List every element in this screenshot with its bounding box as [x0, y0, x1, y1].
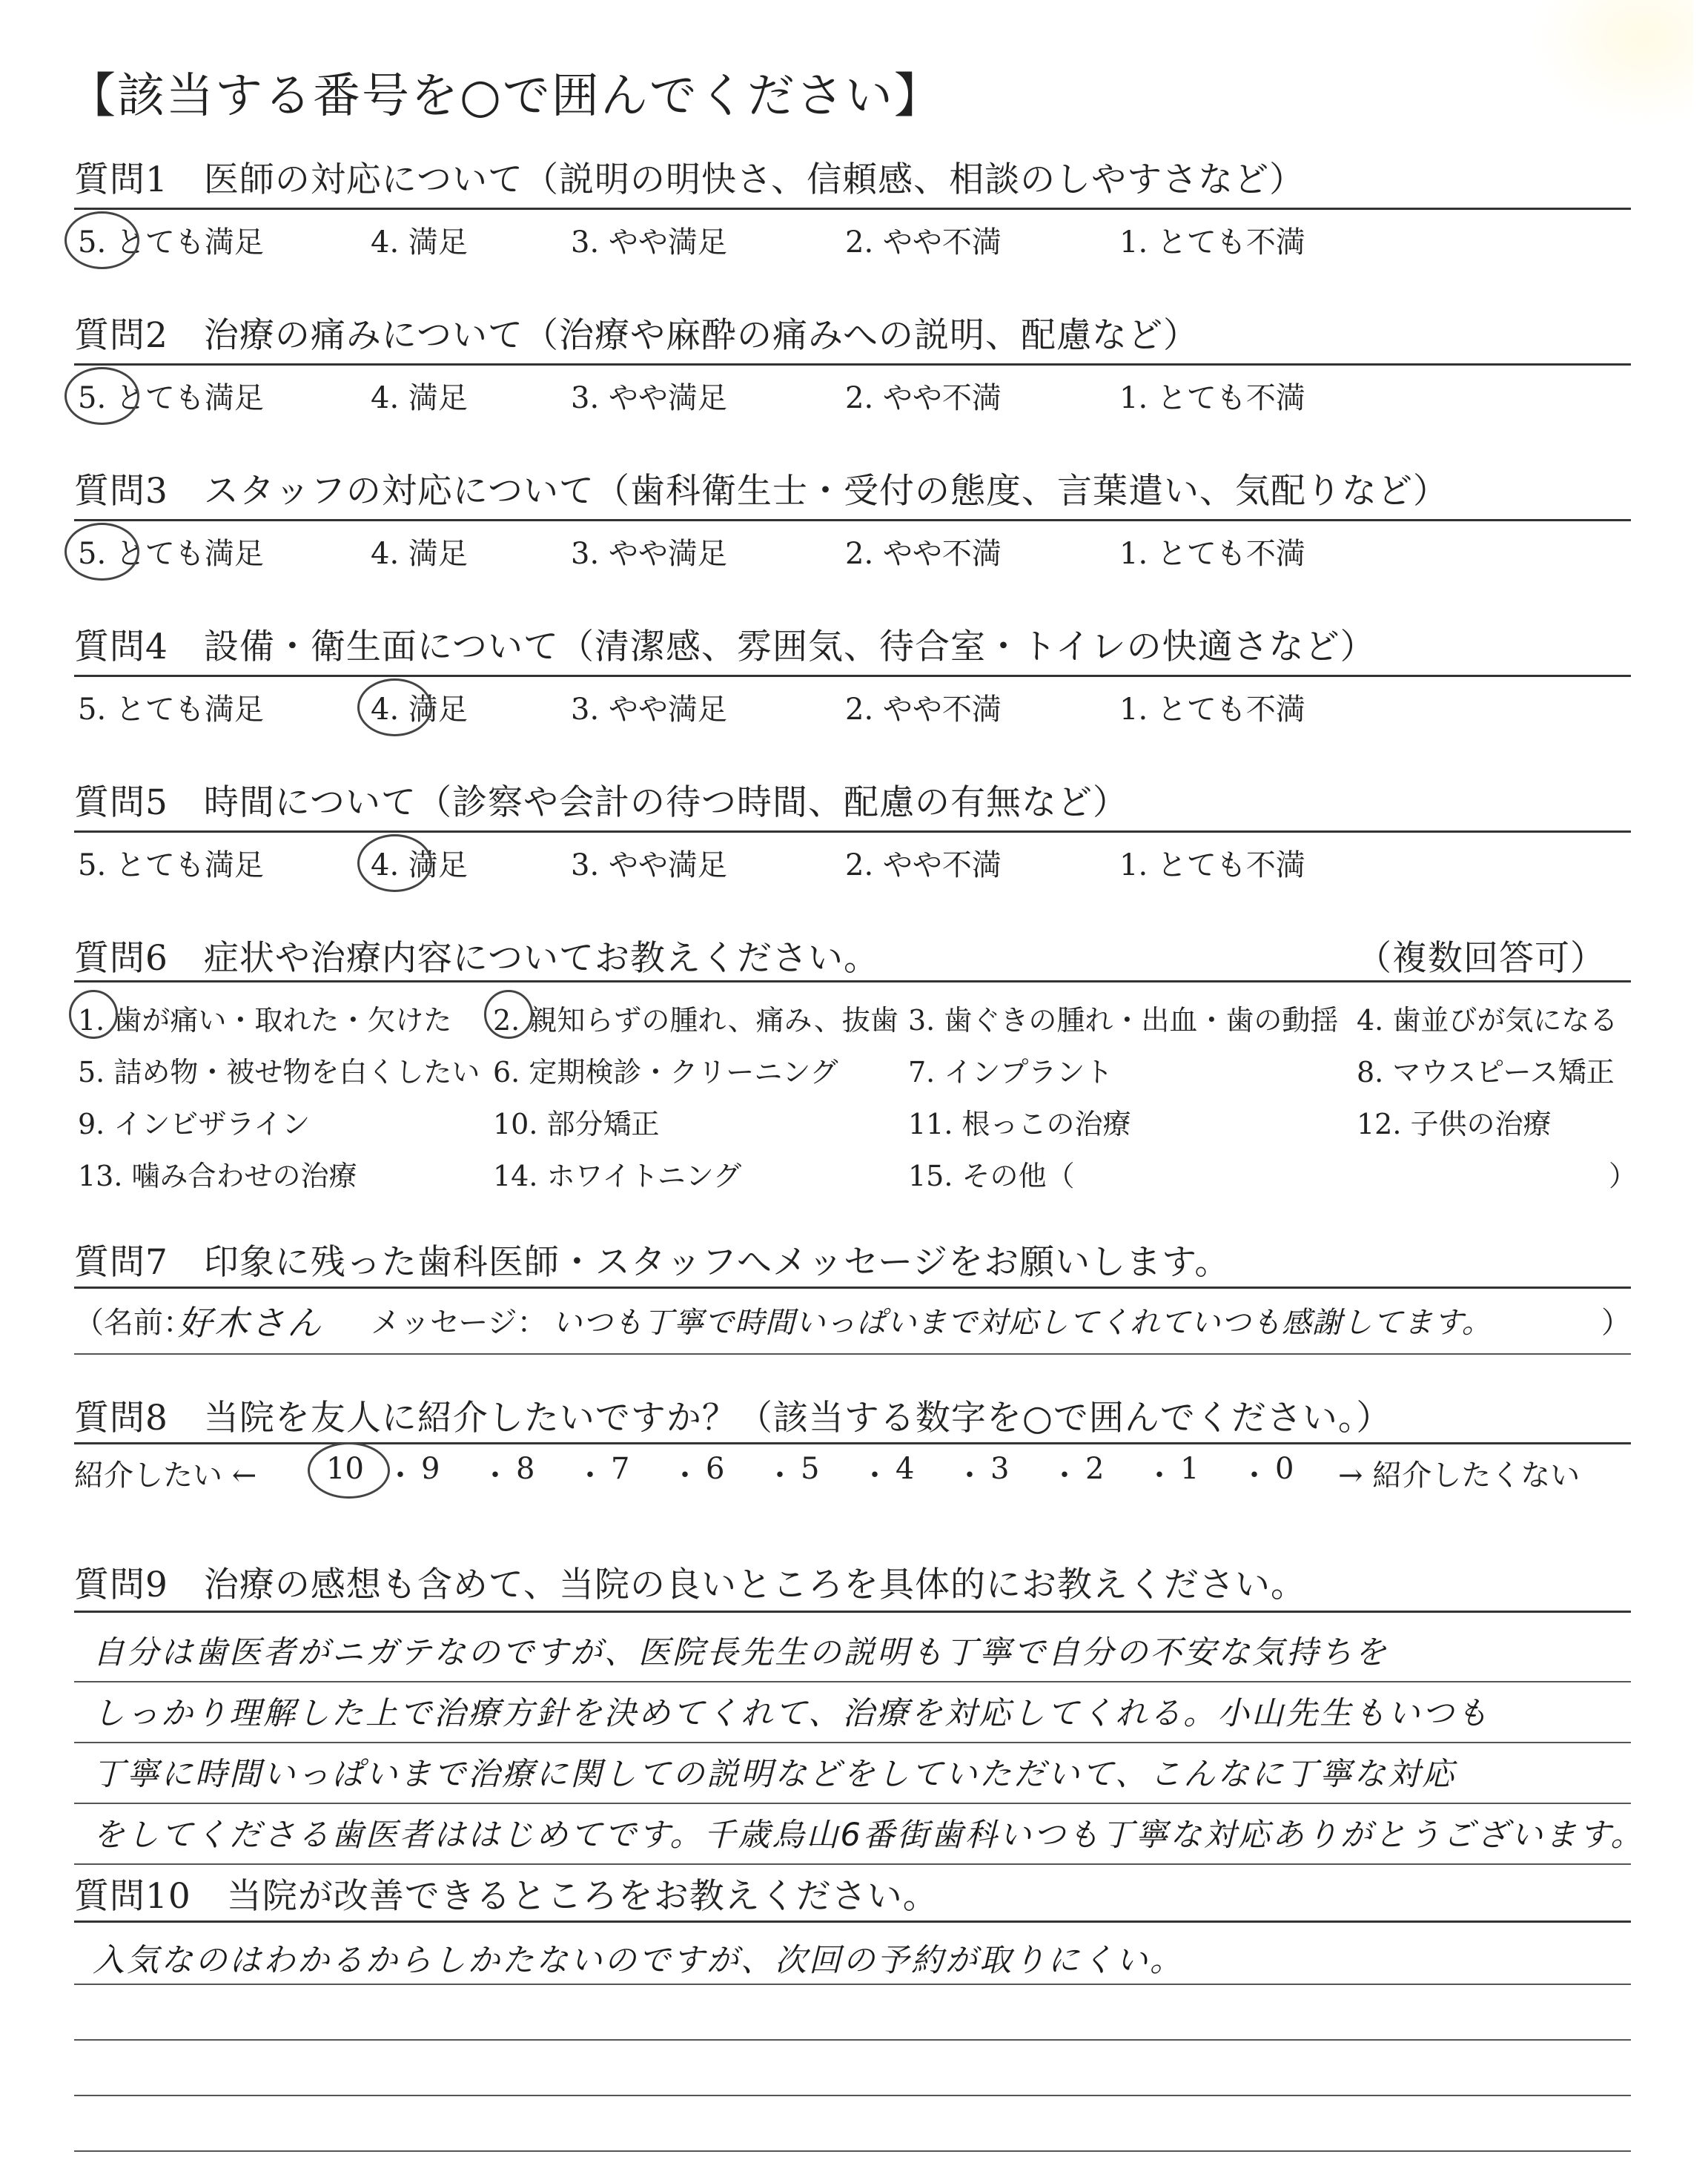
q10-line-rule [74, 2150, 1631, 2152]
paper-stain [1530, 0, 1693, 126]
q7-name-value: 好木さん [178, 1303, 323, 1343]
page-title: 【該当する番号を○で囲んでください】 [68, 69, 943, 124]
q1-option-1[interactable]: 1. とても不満 [1119, 225, 1305, 260]
q6-selection-circle [69, 990, 118, 1039]
q8-scale-separator: ・ [1050, 1459, 1079, 1493]
q8-scale-1[interactable]: 1 [1180, 1452, 1199, 1486]
q9-answer-line: をしてくださる歯医者ははじめてです。千歳烏山6番街歯科いつも丁寧な対応ありがとうございます。 [93, 1817, 1645, 1854]
q5-option-2[interactable]: 2. やや不満 [845, 848, 1002, 882]
q10-answer-line: 入気なのはわかるからしかたないのですが、次回の予約が取りにくい。 [93, 1942, 1184, 1979]
q6-option-11[interactable]: 11. 根っこの治療 [908, 1108, 1131, 1140]
q9-line-rule [74, 1681, 1631, 1682]
q6-option-3[interactable]: 3. 歯ぐきの腫れ・出血・歯の動揺 [908, 1004, 1339, 1037]
q7-close: ） [1601, 1306, 1631, 1340]
q3-selection-circle [64, 523, 139, 581]
q6-selection-circle [484, 990, 533, 1039]
q8-scale-separator: ・ [860, 1459, 890, 1493]
q6-option-12[interactable]: 12. 子供の治療 [1357, 1108, 1552, 1140]
q10-rule [74, 1920, 1631, 1923]
q9-title: 質問9 治療の感想も含めて、当院の良いところを具体的にお教えください。 [74, 1565, 1306, 1605]
q6-option-14[interactable]: 14. ホワイトニング [493, 1160, 742, 1192]
q6-option-15[interactable]: 15. その他（ [908, 1160, 1075, 1192]
q6-option-13[interactable]: 13. 噛み合わせの治療 [78, 1160, 357, 1192]
q2-option-4[interactable]: 4. 満足 [371, 381, 468, 415]
q3-rule [74, 519, 1631, 521]
q9-line-rule [74, 1742, 1631, 1743]
q3-option-4[interactable]: 4. 満足 [371, 537, 468, 571]
q7-name-label: （名前： [74, 1306, 193, 1340]
q8-scale-2[interactable]: 2 [1085, 1452, 1105, 1486]
q5-selection-circle [357, 834, 432, 892]
q4-option-1[interactable]: 1. とても不満 [1119, 693, 1305, 727]
q6-option-6[interactable]: 6. 定期検診・クリーニング [493, 1056, 838, 1089]
q8-scale-separator: ・ [1239, 1459, 1269, 1493]
q8-right-label: → 紹介したくない [1338, 1459, 1580, 1493]
q4-title: 質問4 設備・衛生面について（清潔感、雰囲気、待合室・トイレの快適さなど） [74, 627, 1376, 667]
q10-title: 質問10 当院が改善できるところをお教えください。 [74, 1876, 939, 1917]
q8-scale-0[interactable]: 0 [1275, 1452, 1294, 1486]
q8-scale-7[interactable]: 7 [611, 1452, 630, 1486]
q1-selection-circle [64, 211, 139, 269]
q2-option-1[interactable]: 1. とても不満 [1119, 381, 1305, 415]
q3-option-2[interactable]: 2. やや不満 [845, 537, 1002, 571]
q2-rule [74, 363, 1631, 366]
q9-answer-line: 丁寧に時間いっぱいまで治療に関しての説明などをしていただいて、こんなに丁寧な対応 [93, 1756, 1457, 1793]
q3-option-3[interactable]: 3. やや満足 [571, 537, 727, 571]
q6-option-5[interactable]: 5. 詰め物・被せ物を白くしたい [78, 1056, 480, 1089]
q3-option-5[interactable]: 5. とても満足 [78, 537, 264, 571]
q8-scale-separator: ・ [480, 1459, 510, 1493]
q6-rule [74, 980, 1631, 982]
q8-scale-separator: ・ [385, 1459, 415, 1493]
q8-title: 質問8 当院を友人に紹介したいですか？（該当する数字を○で囲んでください。） [74, 1398, 1392, 1439]
q5-option-1[interactable]: 1. とても不満 [1119, 848, 1305, 882]
q2-option-3[interactable]: 3. やや満足 [571, 381, 727, 415]
q4-rule [74, 675, 1631, 677]
q5-option-3[interactable]: 3. やや満足 [571, 848, 727, 882]
q8-scale-10[interactable]: 10 [326, 1452, 364, 1486]
q2-title: 質問2 治療の痛みについて（治療や麻酔の痛みへの説明、配慮など） [74, 315, 1199, 356]
q7-rule [74, 1287, 1631, 1289]
q2-option-2[interactable]: 2. やや不満 [845, 381, 1002, 415]
q6-option-7[interactable]: 7. インプラント [908, 1056, 1113, 1089]
q4-option-5[interactable]: 5. とても満足 [78, 693, 264, 727]
q5-title: 質問5 時間について（診察や会計の待つ時間、配慮の有無など） [74, 782, 1128, 823]
q8-scale-4[interactable]: 4 [896, 1452, 915, 1486]
q7-message-label: メッセージ： [371, 1306, 547, 1340]
q6-option-8[interactable]: 8. マウスピース矯正 [1357, 1056, 1615, 1089]
q1-rule [74, 208, 1631, 210]
q6-title: 質問6 症状や治療内容についてお教えください。 [74, 938, 879, 979]
q8-left-label: 紹介したい ← [74, 1459, 257, 1493]
q6-option-9[interactable]: 9. インビザライン [78, 1108, 311, 1140]
q1-option-3[interactable]: 3. やや満足 [571, 225, 727, 260]
q4-option-3[interactable]: 3. やや満足 [571, 693, 727, 727]
q6-note: （複数回答可） [1357, 938, 1606, 979]
q8-scale-5[interactable]: 5 [801, 1452, 820, 1486]
q3-title: 質問3 スタッフの対応について（歯科衛生士・受付の態度、言葉遣い、気配りなど） [74, 471, 1449, 512]
q1-option-2[interactable]: 2. やや不満 [845, 225, 1002, 260]
q8-scale-8[interactable]: 8 [516, 1452, 535, 1486]
q8-scale-9[interactable]: 9 [421, 1452, 440, 1486]
q8-scale-separator: ・ [670, 1459, 700, 1493]
q1-option-4[interactable]: 4. 満足 [371, 225, 468, 260]
q9-rule [74, 1611, 1631, 1613]
q6-option-10[interactable]: 10. 部分矯正 [493, 1108, 660, 1140]
q10-line-rule [74, 1984, 1631, 1985]
q10-line-rule [74, 2095, 1631, 2096]
q5-option-5[interactable]: 5. とても満足 [78, 848, 264, 882]
q2-option-5[interactable]: 5. とても満足 [78, 381, 264, 415]
q7-message-value: いつも丁寧で時間いっぱいまで対応してくれていつも感謝してます。 [552, 1306, 1492, 1340]
q8-scale-separator: ・ [1145, 1459, 1174, 1493]
q9-line-rule [74, 1863, 1631, 1865]
q8-scale-separator: ・ [765, 1459, 795, 1493]
q10-line-rule [74, 2039, 1631, 2041]
q7-title: 質問7 印象に残った歯科医師・スタッフへメッセージをお願いします。 [74, 1242, 1231, 1283]
q5-option-4[interactable]: 4. 満足 [371, 848, 468, 882]
q9-line-rule [74, 1803, 1631, 1804]
q3-option-1[interactable]: 1. とても不満 [1119, 537, 1305, 571]
q8-scale-6[interactable]: 6 [706, 1452, 725, 1486]
q2-selection-circle [64, 367, 139, 425]
q8-rule [74, 1442, 1631, 1444]
q9-answer-line: しっかり理解した上で治療方針を決めてくれて、治療を対応してくれる。小山先生もいつも [93, 1695, 1491, 1732]
q4-option-2[interactable]: 2. やや不満 [845, 693, 1002, 727]
q1-option-5[interactable]: 5. とても満足 [78, 225, 264, 260]
q6-option-16[interactable]: ） [1609, 1160, 1638, 1192]
q5-rule [74, 830, 1631, 833]
q7-underline [74, 1353, 1631, 1355]
q1-title: 質問1 医師の対応について（説明の明快さ、信頼感、相談のしやすさなど） [74, 159, 1305, 200]
q9-answer-line: 自分は歯医者がニガテなのですが、医院長先生の説明も丁寧で自分の不安な気持ちを [93, 1634, 1388, 1671]
q8-scale-3[interactable]: 3 [990, 1452, 1010, 1486]
q8-scale-separator: ・ [955, 1459, 984, 1493]
q6-option-4[interactable]: 4. 歯並びが気になる [1357, 1004, 1618, 1037]
q8-selection-circle [308, 1442, 390, 1499]
q6-option-1[interactable]: 1. 歯が痛い・取れた・欠けた [78, 1004, 452, 1037]
q4-selection-circle [357, 678, 432, 736]
q6-option-2[interactable]: 2. 親知らずの腫れ、痛み、抜歯 [493, 1004, 898, 1037]
q8-scale-separator: ・ [575, 1459, 605, 1493]
q4-option-4[interactable]: 4. 満足 [371, 693, 468, 727]
